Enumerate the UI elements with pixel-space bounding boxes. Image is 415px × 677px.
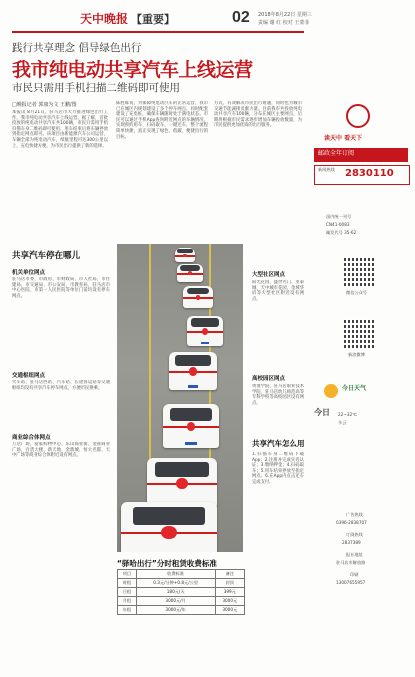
parking-title: 共享汽车停在哪儿 <box>12 251 81 261</box>
sidebar <box>306 0 415 677</box>
wechat-qr-code <box>344 256 374 286</box>
promo-banner <box>314 148 408 162</box>
table-header-cell: 收费标准 <box>136 570 215 579</box>
table-cell: 年租 <box>118 606 137 615</box>
table-row <box>118 606 245 615</box>
parking-b-heading: 交通枢纽网点 <box>12 373 46 379</box>
weather-title: 今日天气 <box>342 385 367 392</box>
shared-cars-photo <box>117 244 243 552</box>
ad-phone: 0396-2838707 <box>336 520 367 525</box>
ad-phone-label: 广告热线 <box>346 512 363 517</box>
car-image <box>147 458 217 508</box>
pricing-table-title: “驿哈出行”分时租赁收费标准 <box>117 559 217 568</box>
header-rule <box>12 31 304 33</box>
parking-d-heading: 大型社区网点 <box>252 272 286 278</box>
page-number: 02 <box>232 9 250 26</box>
parking-e-text: 黄淮学院、驻马店职业技术学院、驻马店幼儿师范高等专科学校等高校园区设有网点。 <box>252 384 304 406</box>
car-image <box>183 286 213 308</box>
car-image <box>169 352 217 390</box>
promo-text: 邮政全年订阅 <box>318 150 355 157</box>
car-image <box>177 264 203 282</box>
table-cell: 封顶 <box>215 579 244 588</box>
address: 驻马店市解放路 <box>336 560 366 565</box>
table-row <box>118 597 245 606</box>
subscribe-phone: 2837389 <box>342 540 361 545</box>
usage-steps: 1.扫描车身二维码下载App；2.注册并完成实名认证；3.缴纳押金；4.扫码取车；5.用车结束停放至指定网点；6.在App内点击还车完成支付。 <box>252 452 304 485</box>
usage-title: 共享汽车怎么用 <box>252 439 305 448</box>
car-image <box>187 316 223 346</box>
table-header-cell: 项目 <box>118 570 137 579</box>
article-lead: 本报讯 8月21日，驻马店市大力推进绿色出行工作，我市纯电动共享汽车上线运营。据了解，首批投放的纯电动共享汽车共100辆，市民只需用手机扫描车身二维码即可使用，用车结束后将车辆停放到指定网点即可。该项目由新能源汽车公司运营，车辆全部为纯电动汽车，续航里程可达300公里以上，充电快捷方便，为市民出行提供了新的选择。 <box>12 110 108 149</box>
subhead: 市民只需用手机扫描二维码即可使用 <box>12 82 180 94</box>
sidebar-tagline: 读天中 看天下 <box>324 135 363 142</box>
logo-icon <box>346 104 370 128</box>
issue-code: 邮发代号 35-62 <box>326 230 357 235</box>
hotline-number: 2830110 <box>345 168 394 179</box>
sun-icon <box>324 384 338 398</box>
address-label: 报社地址 <box>346 552 363 557</box>
masthead: 天中晚报 <box>80 12 129 24</box>
issn-label: 国内统一刊号 <box>326 214 352 219</box>
hotline-label: 新闻热线 <box>318 167 335 172</box>
table-row <box>118 579 245 588</box>
table-cell: 日租 <box>118 588 137 597</box>
headline: 我市纯电动共享汽车上线运营 <box>12 59 253 81</box>
table-cell: 3000元 <box>215 597 244 606</box>
table-cell: 3000元/年 <box>136 606 215 615</box>
table-cell: 3000元/月 <box>136 597 215 606</box>
print-label: 印刷 <box>350 572 359 577</box>
parking-c-text: 万达广场、爱家购物中心、乐山商业街、金雀商业广场、百货大楼、新天地、金鼎城、恒大名都、天中广场等商业综合体附近设有网点。 <box>12 442 110 459</box>
parking-a-heading: 机关单位网点 <box>12 270 46 276</box>
parking-a-text: 驻马店市委、市政府、市财政局、市人社局、市住建局、市交通局、市公安局、市教育局、驻马店市中心医院、市第一人民医院等单位门前均设有停车网点。 <box>12 277 110 299</box>
weibo-label: 新浪微博 <box>348 352 365 357</box>
byline: □晚报记者 郭康为文 王鹏/图 <box>12 102 77 108</box>
table-cell: 180元/天 <box>136 588 215 597</box>
table-cell: 时租 <box>118 579 137 588</box>
table-cell: 月租 <box>118 597 137 606</box>
table-row <box>118 588 245 597</box>
table-cell: 3000元 <box>215 606 244 615</box>
table-cell: 399元 <box>215 588 244 597</box>
parking-d-text: 阳光花园、盛世名门、亚泰城、天中城市花园、金域华府等大型社区附近设有网点。 <box>252 280 304 302</box>
issn: CN41-0083 <box>326 222 350 227</box>
header-editors: 责编 谢 红 校对 王蒙菲 <box>258 20 310 26</box>
kicker: 践行共享理念 倡导绿色出行 <box>12 42 142 54</box>
header-date: 2018年8月22日 星期三 <box>258 12 312 18</box>
car-image <box>121 502 217 552</box>
pricing-table <box>117 569 245 615</box>
subscribe-label: 订阅热线 <box>346 532 363 537</box>
car-image <box>163 404 219 448</box>
parking-b-text: 火车站、驻马店西站、汽车站、长途客运站等交通枢纽均设有共享汽车停车网点，方便市民换乘。 <box>12 380 110 391</box>
weather-desc: 多云 <box>338 420 347 425</box>
section-tag: 【重要】 <box>131 13 175 26</box>
table-cell: 0.3元/分钟+0.8元/公里 <box>136 579 215 588</box>
wechat-label: 微信公众号 <box>346 290 367 295</box>
weather-day: 今日 <box>314 408 330 417</box>
article-col3: 方式，有效解决市民出行难题，同时也为城市交通节能减排贡献力量。目前我市共投放纯电动共享汽车100辆，分布在城区主要网点，后期将根据市民需求逐步增加车辆投放数量，为市民提供更加优质的出行服务。 <box>214 101 302 129</box>
hotline-box <box>314 165 410 185</box>
table-header-cell: 备注 <box>215 570 244 579</box>
print-phone: 13007655957 <box>336 580 366 585</box>
parking-e-heading: 高校园区网点 <box>252 376 286 382</box>
car-image <box>175 248 195 262</box>
parking-c-heading: 商业综合体网点 <box>12 435 51 441</box>
weather-temp: 22~32℃ <box>338 412 357 417</box>
table-header-row <box>118 570 245 579</box>
weibo-qr-code <box>344 318 374 348</box>
article-col2: 陈胜晖说，为保障纯电动汽车的正常运营，我市已在城区内规划建设了多个停车网点，同时配套建设了充电桩，确保车辆随时处于满电状态。市民可以通过手机App查询附近网点的车辆情况，实现预约用车、扫码取车、一键还车，整个流程简单快捷，真正实现了绿色、低碳、便捷出行的目标。 <box>116 101 208 140</box>
